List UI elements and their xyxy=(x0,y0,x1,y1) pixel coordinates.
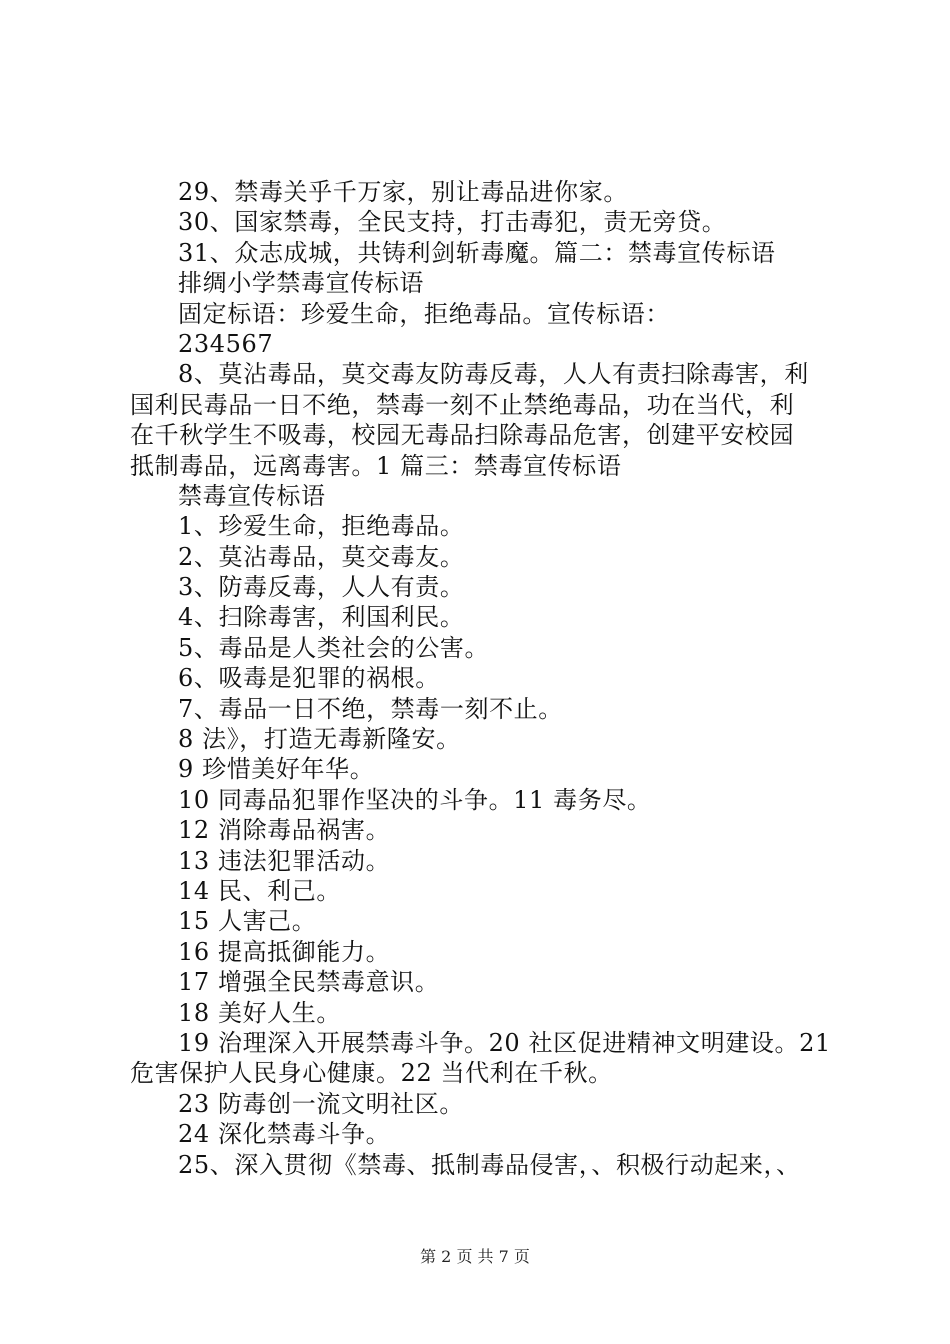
text-line: 234567 xyxy=(178,329,274,358)
text-line: 7、毒品一日不绝，禁毒一刻不止。 xyxy=(178,694,563,723)
text-line: 24 深化禁毒斗争。 xyxy=(178,1120,391,1149)
text-line: 5、毒品是人类社会的公害。 xyxy=(178,633,490,662)
text-line: 8 法》，打造无毒新隆安。 xyxy=(178,725,461,754)
page-number-footer: 第 2 页 共 7 页 xyxy=(420,1247,530,1266)
text-line: 18 美好人生。 xyxy=(178,998,341,1027)
text-line: 16 提高抵御能力。 xyxy=(178,937,391,966)
text-line: 6、吸毒是犯罪的祸根。 xyxy=(178,664,440,693)
text-line: 危害保护人民身心健康。22 当代利在千秋。 xyxy=(130,1059,613,1088)
text-line: 14 民、利己。 xyxy=(178,876,341,905)
text-line: 在千秋学生不吸毒，校园无毒品扫除毒品危害，创建平安校园 xyxy=(130,421,795,450)
text-line: 31、众志成城，共铸利剑斩毒魔。篇二：禁毒宣传标语 xyxy=(178,238,776,267)
text-line: 9 珍惜美好年华。 xyxy=(178,755,375,784)
text-line: 29、禁毒关乎千万家，别让毒品进你家。 xyxy=(178,178,628,206)
document-body xyxy=(130,177,850,1180)
text-line: 23 防毒创一流文明社区。 xyxy=(178,1089,464,1118)
text-line: 30、国家禁毒，全民支持，打击毒犯，责无旁贷。 xyxy=(178,208,727,237)
text-line: 排绸小学禁毒宣传标语 xyxy=(178,269,424,298)
text-line: 固定标语：珍爱生命，拒绝毒品。宣传标语： xyxy=(178,299,670,328)
text-line: 19 治理深入开展禁毒斗争。20 社区促进精神文明建设。21 xyxy=(178,1028,831,1057)
text-line: 禁毒宣传标语 xyxy=(178,481,326,510)
text-line: 15 人害己。 xyxy=(178,907,317,936)
text-line: 8、莫沾毒品，莫交毒友防毒反毒，人人有责扫除毒害，利 xyxy=(178,360,809,389)
text-line: 2、莫沾毒品，莫交毒友。 xyxy=(178,542,465,571)
text-line: 抵制毒品，远离毒害。1 篇三：禁毒宣传标语 xyxy=(130,451,622,480)
text-line: 4、扫除毒害，利国利民。 xyxy=(178,603,465,632)
text-line: 10 同毒品犯罪作坚决的斗争。11 毒务尽。 xyxy=(178,785,652,814)
text-line: 12 消除毒品祸害。 xyxy=(178,816,391,845)
text-line: 17 增强全民禁毒意识。 xyxy=(178,968,440,997)
text-line: 25、深入贯彻《禁毒、抵制毒品侵害，、积极行动起来，、 xyxy=(178,1150,801,1179)
text-line: 13 违法犯罪活动。 xyxy=(178,846,391,875)
text-line: 1、珍爱生命，拒绝毒品。 xyxy=(178,512,465,541)
text-line: 3、防毒反毒，人人有责。 xyxy=(178,573,465,602)
text-line: 国利民毒品一日不绝，禁毒一刻不止禁绝毒品，功在当代，利 xyxy=(130,390,795,419)
